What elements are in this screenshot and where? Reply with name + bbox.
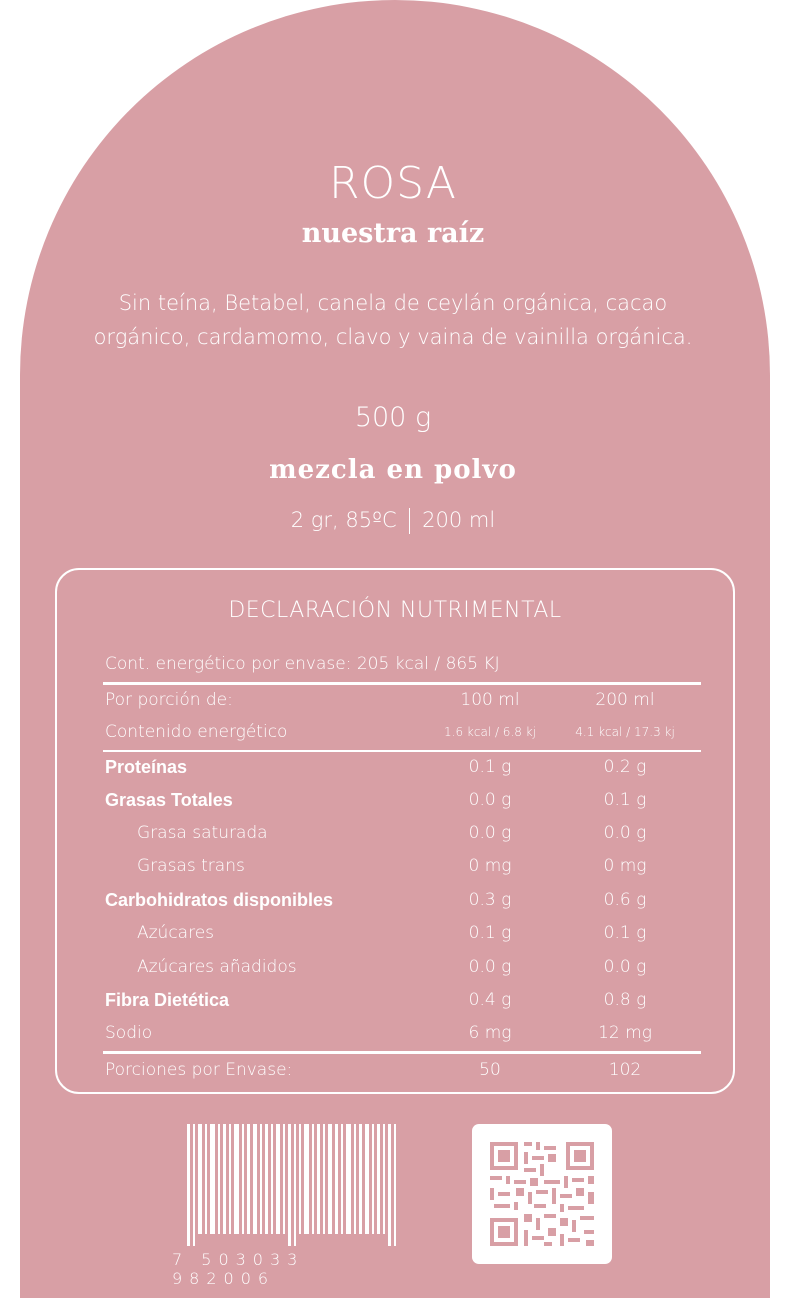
qr-code[interactable] <box>472 1124 612 1264</box>
barcode <box>187 1124 401 1246</box>
portion-header-row <box>105 686 701 716</box>
col1-header: 100 ml <box>460 690 520 710</box>
prep-volume: 200 ml <box>422 508 496 532</box>
nutrition-title: DECLARACIÓN NUTRIMENTAL <box>228 598 562 623</box>
servings-row <box>105 1056 701 1086</box>
table-row: Grasas trans 0 mg 0 mg <box>137 856 647 876</box>
table-row: Azúcares añadidos 0.0 g 0.0 g <box>137 957 647 977</box>
energy-row <box>105 718 701 748</box>
energy-col1: 1.6 kcal / 6.8 kj <box>444 725 536 739</box>
preparation-info <box>0 508 786 534</box>
table-row: Azúcares 0.1 g 0.1 g <box>137 923 647 943</box>
energy-per-package-row <box>105 650 701 680</box>
nutrition-table <box>55 568 735 1094</box>
table-divider-thick <box>103 1051 701 1054</box>
energy-col2: 4.1 kcal / 17.3 kj <box>575 725 675 739</box>
portion-label: Por porción de: <box>105 690 233 710</box>
ingredients-text: Sin teína, Betabel, canela de ceylán orgánica, cacao orgánico, cardamomo, clavo y vaina de vainilla orgánica. <box>93 291 693 349</box>
product-format: mezcla en polvo <box>269 455 517 485</box>
table-divider-thick <box>103 682 701 685</box>
product-name: ROSA <box>328 158 458 209</box>
prep-amount: 2 gr, 85ºC <box>290 508 397 532</box>
barcode-number: 7 503033 982006 <box>172 1250 305 1288</box>
table-row: Carbohidratos disponibles 0.3 g 0.6 g <box>105 890 647 910</box>
energy-label: Contenido energético <box>105 722 288 742</box>
prep-divider <box>409 508 411 534</box>
servings-label: Porciones por Envase: <box>105 1060 293 1080</box>
table-row: Grasas Totales 0.0 g 0.1 g <box>105 790 647 810</box>
col2-header: 200 ml <box>595 690 655 710</box>
brand-line: nuestra raíz <box>301 218 485 249</box>
energy-per-package: Cont. energético por envase: 205 kcal / 865 KJ <box>105 654 500 674</box>
net-weight: 500 g <box>354 402 432 433</box>
table-divider-thin <box>103 750 701 752</box>
table-row: Fibra Dietética 0.4 g 0.8 g <box>105 990 647 1010</box>
servings-col1: 50 <box>479 1060 501 1080</box>
servings-col2: 102 <box>608 1060 642 1080</box>
table-row: Proteínas 0.1 g 0.2 g <box>105 757 647 777</box>
table-row: Grasa saturada 0.0 g 0.0 g <box>137 823 647 843</box>
table-row: Sodio 6 mg 12 mg <box>105 1023 652 1043</box>
